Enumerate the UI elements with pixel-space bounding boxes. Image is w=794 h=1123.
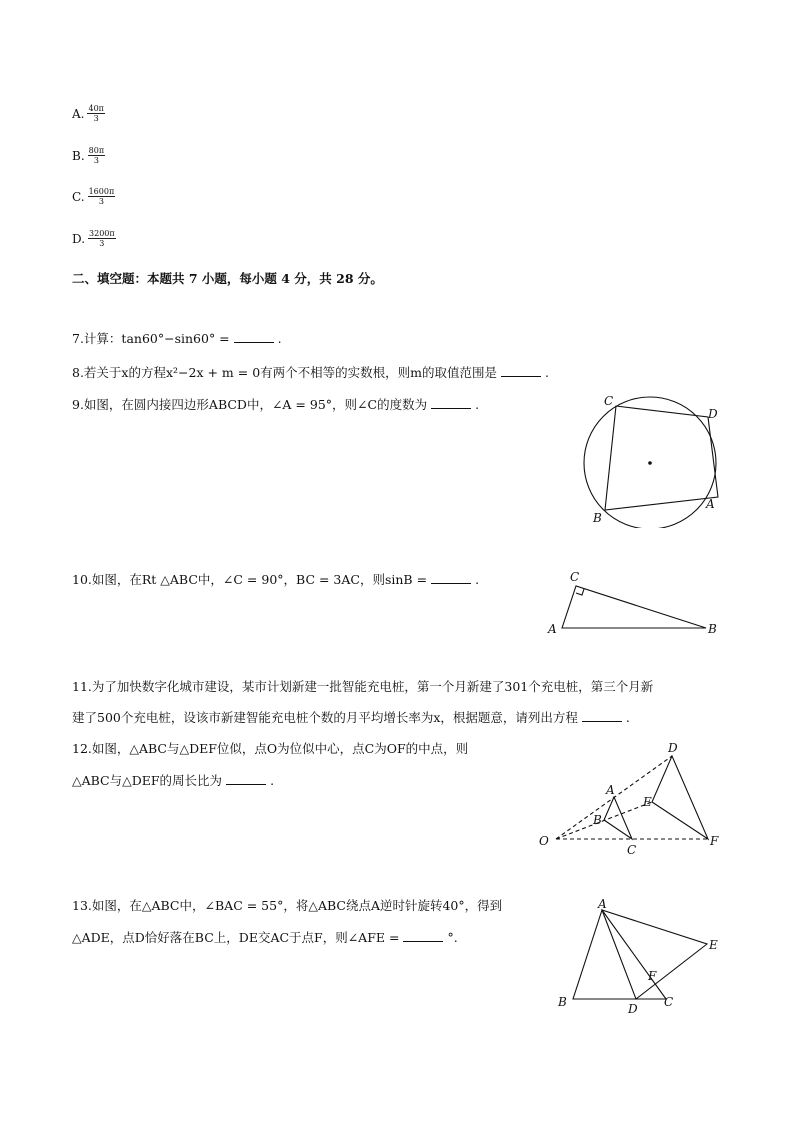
- answer-blank: [431, 571, 471, 584]
- label-b: B: [558, 995, 567, 1009]
- label-c: C: [570, 570, 580, 584]
- question-11-line-1: 11.为了加快数字化城市建设，某市计划新建一批智能充电桩，第一个月新建了301个充电桩，第三个月新: [72, 679, 654, 694]
- question-end: .: [270, 773, 275, 788]
- fraction-denominator: 3: [93, 156, 99, 165]
- label-f: F: [648, 969, 657, 983]
- fraction-numerator: 1600π: [88, 187, 115, 196]
- question-text: 7.计算：tan60°−sin60° =: [72, 331, 230, 346]
- label-a: A: [606, 783, 615, 797]
- option-fraction: [88, 146, 105, 165]
- option-a: [72, 104, 105, 123]
- answer-blank: [226, 772, 266, 785]
- fraction-numerator: 3200π: [89, 229, 115, 238]
- figure-13-rotation: [552, 896, 727, 1021]
- question-9: [72, 396, 479, 414]
- question-13-line-1: 13.如图，在△ABC中，∠BAC = 55°，将△ABC绕点A逆时针旋转40°，得到: [72, 898, 503, 913]
- question-end: .: [475, 397, 480, 412]
- label-c: C: [664, 995, 674, 1009]
- figure-10-right-triangle: [540, 565, 730, 640]
- triangle-def: [652, 756, 708, 839]
- answer-blank: [403, 929, 443, 942]
- triangle-ade: [602, 910, 707, 999]
- right-angle-mark: [576, 589, 584, 595]
- figure-12-homothety: [532, 738, 732, 860]
- option-letter: D.: [72, 231, 86, 246]
- question-13-line-2: [72, 929, 458, 947]
- fraction-denominator: 3: [93, 114, 99, 123]
- label-c: C: [604, 394, 614, 408]
- label-c: C: [627, 843, 637, 857]
- fraction-denominator: 3: [98, 197, 104, 206]
- option-d: [72, 229, 116, 248]
- fraction-numerator: 40π: [88, 104, 104, 113]
- question-12-line-2: [72, 772, 274, 790]
- option-b: [72, 146, 105, 165]
- question-text: △ABC与△DEF的周长比为: [72, 773, 223, 788]
- question-text: 10.如图，在Rt △ABC中，∠C = 90°，BC = 3AC，则sinB =: [72, 572, 428, 587]
- label-e: E: [709, 938, 718, 952]
- label-b: B: [593, 813, 602, 827]
- triangle-abc: [604, 797, 632, 839]
- question-end: .: [277, 331, 282, 346]
- question-12-line-1: 12.如图，△ABC与△DEF位似，点O为位似中心，点C为OF的中点，则: [72, 741, 469, 756]
- label-e: E: [643, 795, 652, 809]
- question-text: △ADE，点D恰好落在BC上，DE交AC于点F，则∠AFE =: [72, 930, 400, 945]
- option-fraction: [87, 104, 104, 123]
- answer-blank: [431, 396, 471, 409]
- section-title: 二、填空题：本题共 7 小题，每小题 4 分，共 28 分。: [72, 271, 383, 286]
- label-a: A: [706, 497, 715, 511]
- question-7: [72, 330, 282, 348]
- question-8: [72, 364, 549, 382]
- question-text: 8.若关于x的方程x²−2x + m = 0有两个不相等的实数根，则m的取值范围是: [72, 365, 498, 380]
- question-text: 9.如图，在圆内接四边形ABCD中，∠A = 95°，则∠C的度数为: [72, 397, 428, 412]
- figure-9-circle-quadrilateral: [578, 388, 728, 528]
- circle-center-dot: [648, 461, 652, 465]
- question-end: .: [625, 710, 630, 725]
- label-f: F: [710, 834, 719, 848]
- answer-blank: [501, 364, 541, 377]
- option-letter: B.: [72, 148, 85, 163]
- label-b: B: [708, 622, 717, 636]
- option-c: [72, 187, 115, 206]
- label-a: A: [598, 897, 607, 911]
- answer-blank: [234, 330, 274, 343]
- option-fraction: [88, 229, 116, 248]
- question-text: 建了500个充电桩，设该市新建智能充电桩个数的月平均增长率为x，根据题意，请列出方程: [72, 710, 578, 725]
- triangle-abc: [562, 586, 706, 628]
- option-fraction: [88, 187, 116, 206]
- answer-blank: [582, 709, 622, 722]
- question-end: .: [545, 365, 549, 380]
- question-10: [72, 571, 479, 589]
- fraction-denominator: 3: [99, 239, 105, 248]
- option-letter: C.: [72, 189, 85, 204]
- label-o: O: [539, 834, 549, 848]
- label-d: D: [668, 741, 678, 755]
- question-11-line-2: [72, 709, 630, 727]
- question-end: .: [475, 572, 480, 587]
- label-d: D: [628, 1002, 638, 1016]
- fraction-numerator: 80π: [88, 146, 105, 155]
- label-b: B: [593, 511, 602, 525]
- label-d: D: [708, 407, 718, 421]
- question-end: °.: [447, 930, 458, 945]
- label-a: A: [548, 622, 557, 636]
- option-letter: A.: [72, 106, 85, 121]
